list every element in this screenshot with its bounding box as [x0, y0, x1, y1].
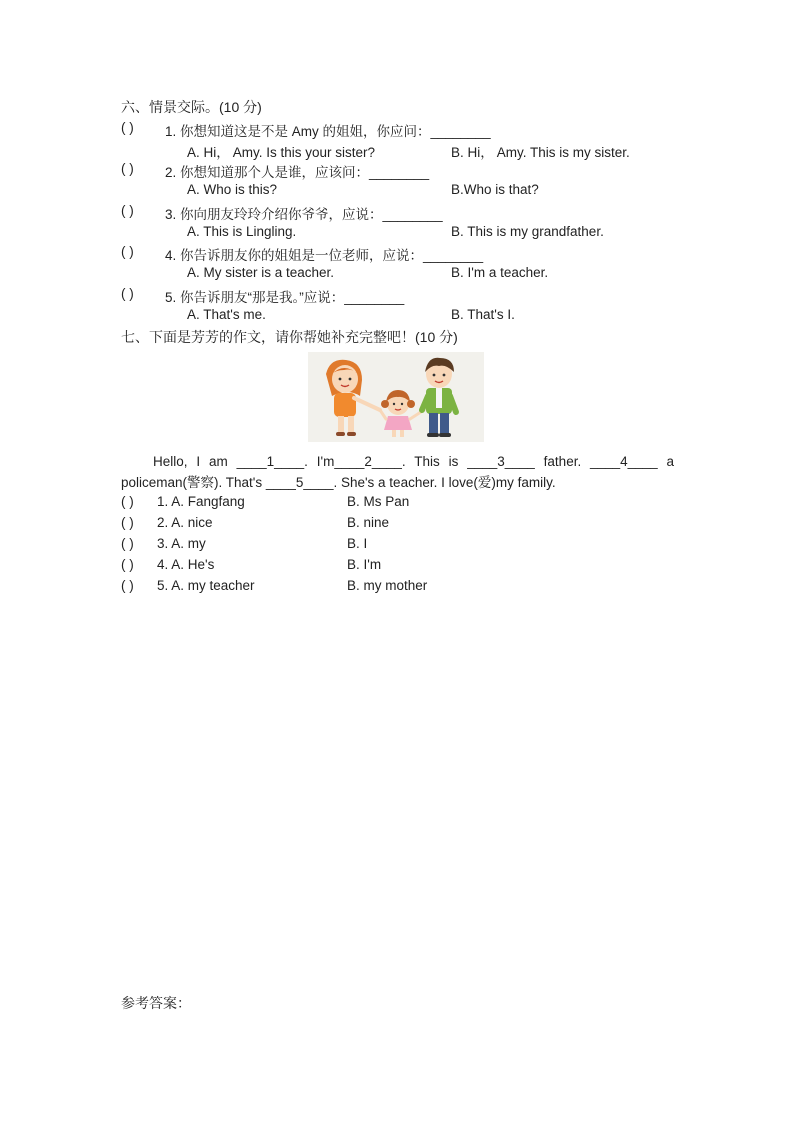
option-a: 4. A. He's	[157, 557, 215, 572]
option-b: B. nine	[347, 515, 390, 530]
option-a: 2. A. nice	[157, 515, 213, 530]
option-a: 5. A. my teacher	[157, 578, 255, 593]
option-b: B. I	[347, 536, 368, 551]
option-a: A. This is Lingling.	[187, 224, 297, 239]
family-illustration	[308, 352, 484, 442]
answer-blank-paren[interactable]: ( )	[121, 578, 134, 593]
answer-blank-paren[interactable]: ( )	[121, 494, 134, 509]
answer-blank-paren[interactable]: ( )	[121, 557, 134, 572]
option-b: B.Who is that?	[451, 182, 539, 197]
section-7-title: 七、下面是芳芳的作文，请你帮她补充完整吧！(10 分)	[121, 329, 458, 345]
answer-blank-paren[interactable]: ( )	[121, 286, 134, 301]
option-b: B. Hi， Amy. This is my sister.	[451, 145, 630, 160]
option-b: B. I'm	[347, 557, 382, 572]
passage-line-1: Hello, I am ____1____. I'm____2____. This is ____3____ father. ____4____ a	[153, 454, 674, 469]
answer-blank-paren[interactable]: ( )	[121, 515, 134, 530]
question-prompt: 5. 你告诉朋友“那是我。”应说：________	[165, 290, 405, 305]
option-a: A. Who is this?	[187, 182, 278, 197]
option-a: 3. A. my	[157, 536, 206, 551]
question-prompt: 2. 你想知道那个人是谁，应该问：________	[165, 165, 430, 180]
composition-passage	[121, 451, 674, 493]
question-prompt: 4. 你告诉朋友你的姐姐是一位老师，应说：________	[165, 248, 484, 263]
question-prompt: 3. 你向朋友玲玲介绍你爷爷，应说：________	[165, 207, 443, 222]
question-prompt: 1. 你想知道这是不是 Amy 的姐姐，你应问：________	[165, 124, 491, 139]
section-6-title: 六、情景交际。(10 分)	[121, 99, 262, 115]
option-a: A. My sister is a teacher.	[187, 265, 335, 280]
option-a: A. That's me.	[187, 307, 266, 322]
option-b: B. This is my grandfather.	[451, 224, 604, 239]
option-b: B. my mother	[347, 578, 428, 593]
option-b: B. I'm a teacher.	[451, 265, 549, 280]
passage-line-2: policeman(警察). That's ____5____. She's a teacher. I love(爱)my family.	[121, 475, 556, 490]
answer-blank-paren[interactable]: ( )	[121, 203, 134, 218]
option-a: A. Hi， Amy. Is this your sister?	[187, 145, 376, 160]
answer-key-title: 参考答案：	[121, 995, 191, 1011]
answer-blank-paren[interactable]: ( )	[121, 244, 134, 259]
option-b: B. Ms Pan	[347, 494, 410, 509]
answer-blank-paren[interactable]: ( )	[121, 161, 134, 176]
answer-blank-paren[interactable]: ( )	[121, 536, 134, 551]
option-b: B. That's I.	[451, 307, 515, 322]
family-cartoon-image	[308, 352, 484, 442]
answer-blank-paren[interactable]: ( )	[121, 120, 134, 135]
option-a: 1. A. Fangfang	[157, 494, 245, 509]
